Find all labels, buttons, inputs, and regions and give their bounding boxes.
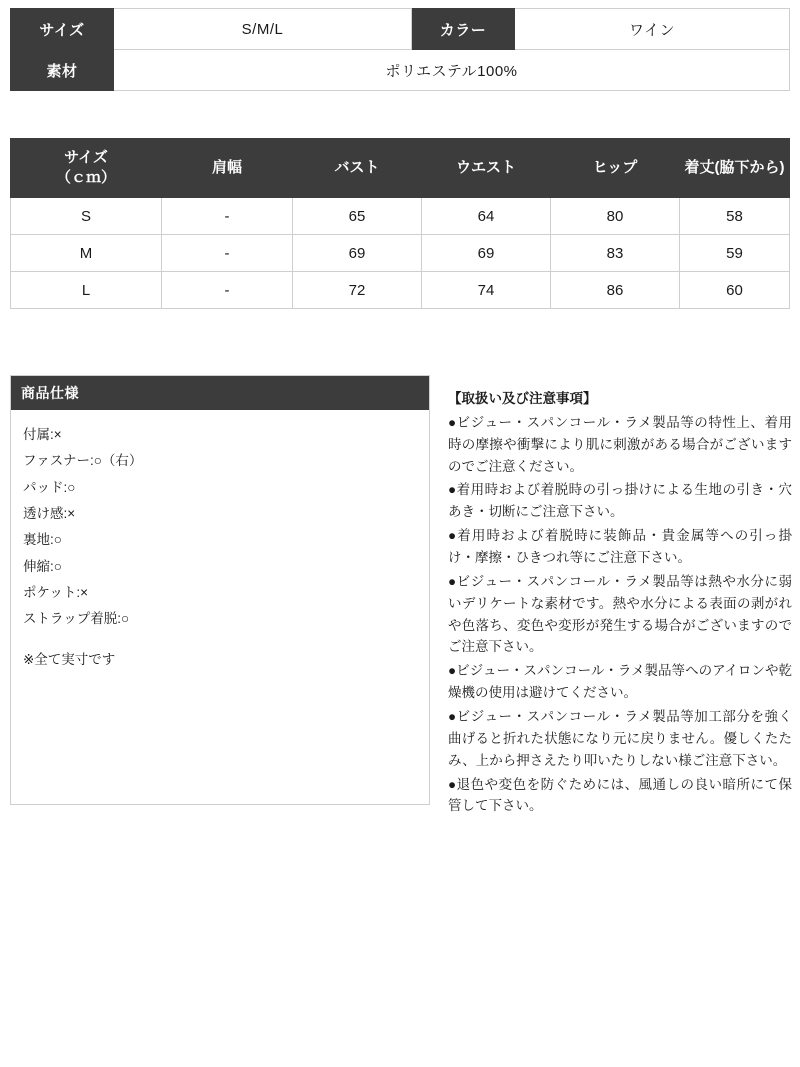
product-spec-box <box>10 375 430 805</box>
size-cell: 69 <box>422 235 551 272</box>
care-note-item: ●ビジュー・スパンコール・ラメ製品等加工部分を強く曲げると折れた状態になり元に戻りません。優しくたたみ、上から押さえたり叩いたりしない様ご注意下さい。 <box>448 709 792 768</box>
spec-line-strap: ストラップ着脱:○ <box>23 611 130 627</box>
spec-line-lining: 裏地:○ <box>23 532 62 548</box>
care-notes <box>448 388 792 819</box>
product-spec-title: 商品仕様 <box>11 376 429 410</box>
size-cell: - <box>162 272 293 309</box>
size-measurement-table <box>10 138 790 309</box>
spec-line-pocket: ポケット:× <box>23 584 88 600</box>
care-note-item: ●着用時および着脱時に装飾品・貴金属等への引っ掛け・摩擦・ひきつれ等にご注意下さい。 <box>448 528 792 566</box>
table-row <box>11 198 790 235</box>
size-col-header-size <box>11 139 162 198</box>
spec-header-table <box>10 8 790 91</box>
table-row <box>11 50 790 91</box>
care-note-item: ●ビジュー・スパンコール・ラメ製品等は熱や水分に弱いデリケートな素材です。熱や水分による表面の剥がれや色落ち、変色や変形が発生する場合がございますのでご注意下さい。 <box>448 573 792 655</box>
spec-line-sheerness: 透け感:× <box>23 505 76 521</box>
spec-label-material: 素材 <box>11 50 114 91</box>
product-spec-body <box>11 410 429 683</box>
spec-line-pad: パッド:○ <box>23 479 76 495</box>
table-row <box>11 9 790 50</box>
size-cell: 83 <box>551 235 680 272</box>
size-cell: 59 <box>680 235 790 272</box>
spec-line-zipper: ファスナー:○（右） <box>23 453 143 469</box>
table-header-row <box>11 139 790 198</box>
spec-value-color: ワイン <box>515 9 790 50</box>
size-cell: 69 <box>293 235 422 272</box>
table-row <box>11 272 790 309</box>
spec-value-size: S/M/L <box>114 9 412 50</box>
spec-footnote: ※全て実寸です <box>23 651 116 667</box>
size-col-header-hip: ヒップ <box>551 139 680 198</box>
size-cell: 72 <box>293 272 422 309</box>
size-cell: 86 <box>551 272 680 309</box>
table-row <box>11 235 790 272</box>
size-cell: 64 <box>422 198 551 235</box>
spec-spacer <box>23 633 417 647</box>
care-note-item: ●ビジュー・スパンコール・ラメ製品等の特性上、着用時の摩擦や衝撃により肌に刺激がある場合がございますのでご注意ください。 <box>448 414 792 474</box>
size-cell: L <box>11 272 162 309</box>
size-cell: - <box>162 198 293 235</box>
size-cell: 80 <box>551 198 680 235</box>
size-col-header-length: 着丈(脇下から) <box>680 139 790 198</box>
care-note-item: ●着用時および着脱時の引っ掛けによる生地の引き・穴あき・切断にご注意下さい。 <box>448 482 792 520</box>
size-cell: 65 <box>293 198 422 235</box>
size-cell: 74 <box>422 272 551 309</box>
spec-label-size: サイズ <box>11 9 114 50</box>
size-col-header-shoulder: 肩幅 <box>162 139 293 198</box>
spec-value-material: ポリエステル100% <box>114 50 790 91</box>
care-note-item: ●退色や変色を防ぐためには、風通しの良い暗所にて保管して下さい。 <box>448 776 792 814</box>
size-col-header-bust: バスト <box>293 139 422 198</box>
spec-line-stretch: 伸縮:○ <box>23 558 62 574</box>
size-col-header-line2: （ｃｍ） <box>55 169 116 186</box>
size-cell: 58 <box>680 198 790 235</box>
spec-label-color: カラー <box>412 9 515 50</box>
size-cell: S <box>11 198 162 235</box>
size-cell: M <box>11 235 162 272</box>
size-cell: 60 <box>680 272 790 309</box>
size-col-header-line1: サイズ <box>64 148 108 166</box>
size-col-header-waist: ウエスト <box>422 139 551 198</box>
care-note-item: ●ビジュー・スパンコール・ラメ製品等へのアイロンや乾燥機の使用は避けてください。 <box>448 663 792 701</box>
size-cell: - <box>162 235 293 272</box>
spec-line-accessory: 付属:× <box>23 427 62 442</box>
care-notes-title: 【取扱い及び注意事項】 <box>448 391 597 406</box>
